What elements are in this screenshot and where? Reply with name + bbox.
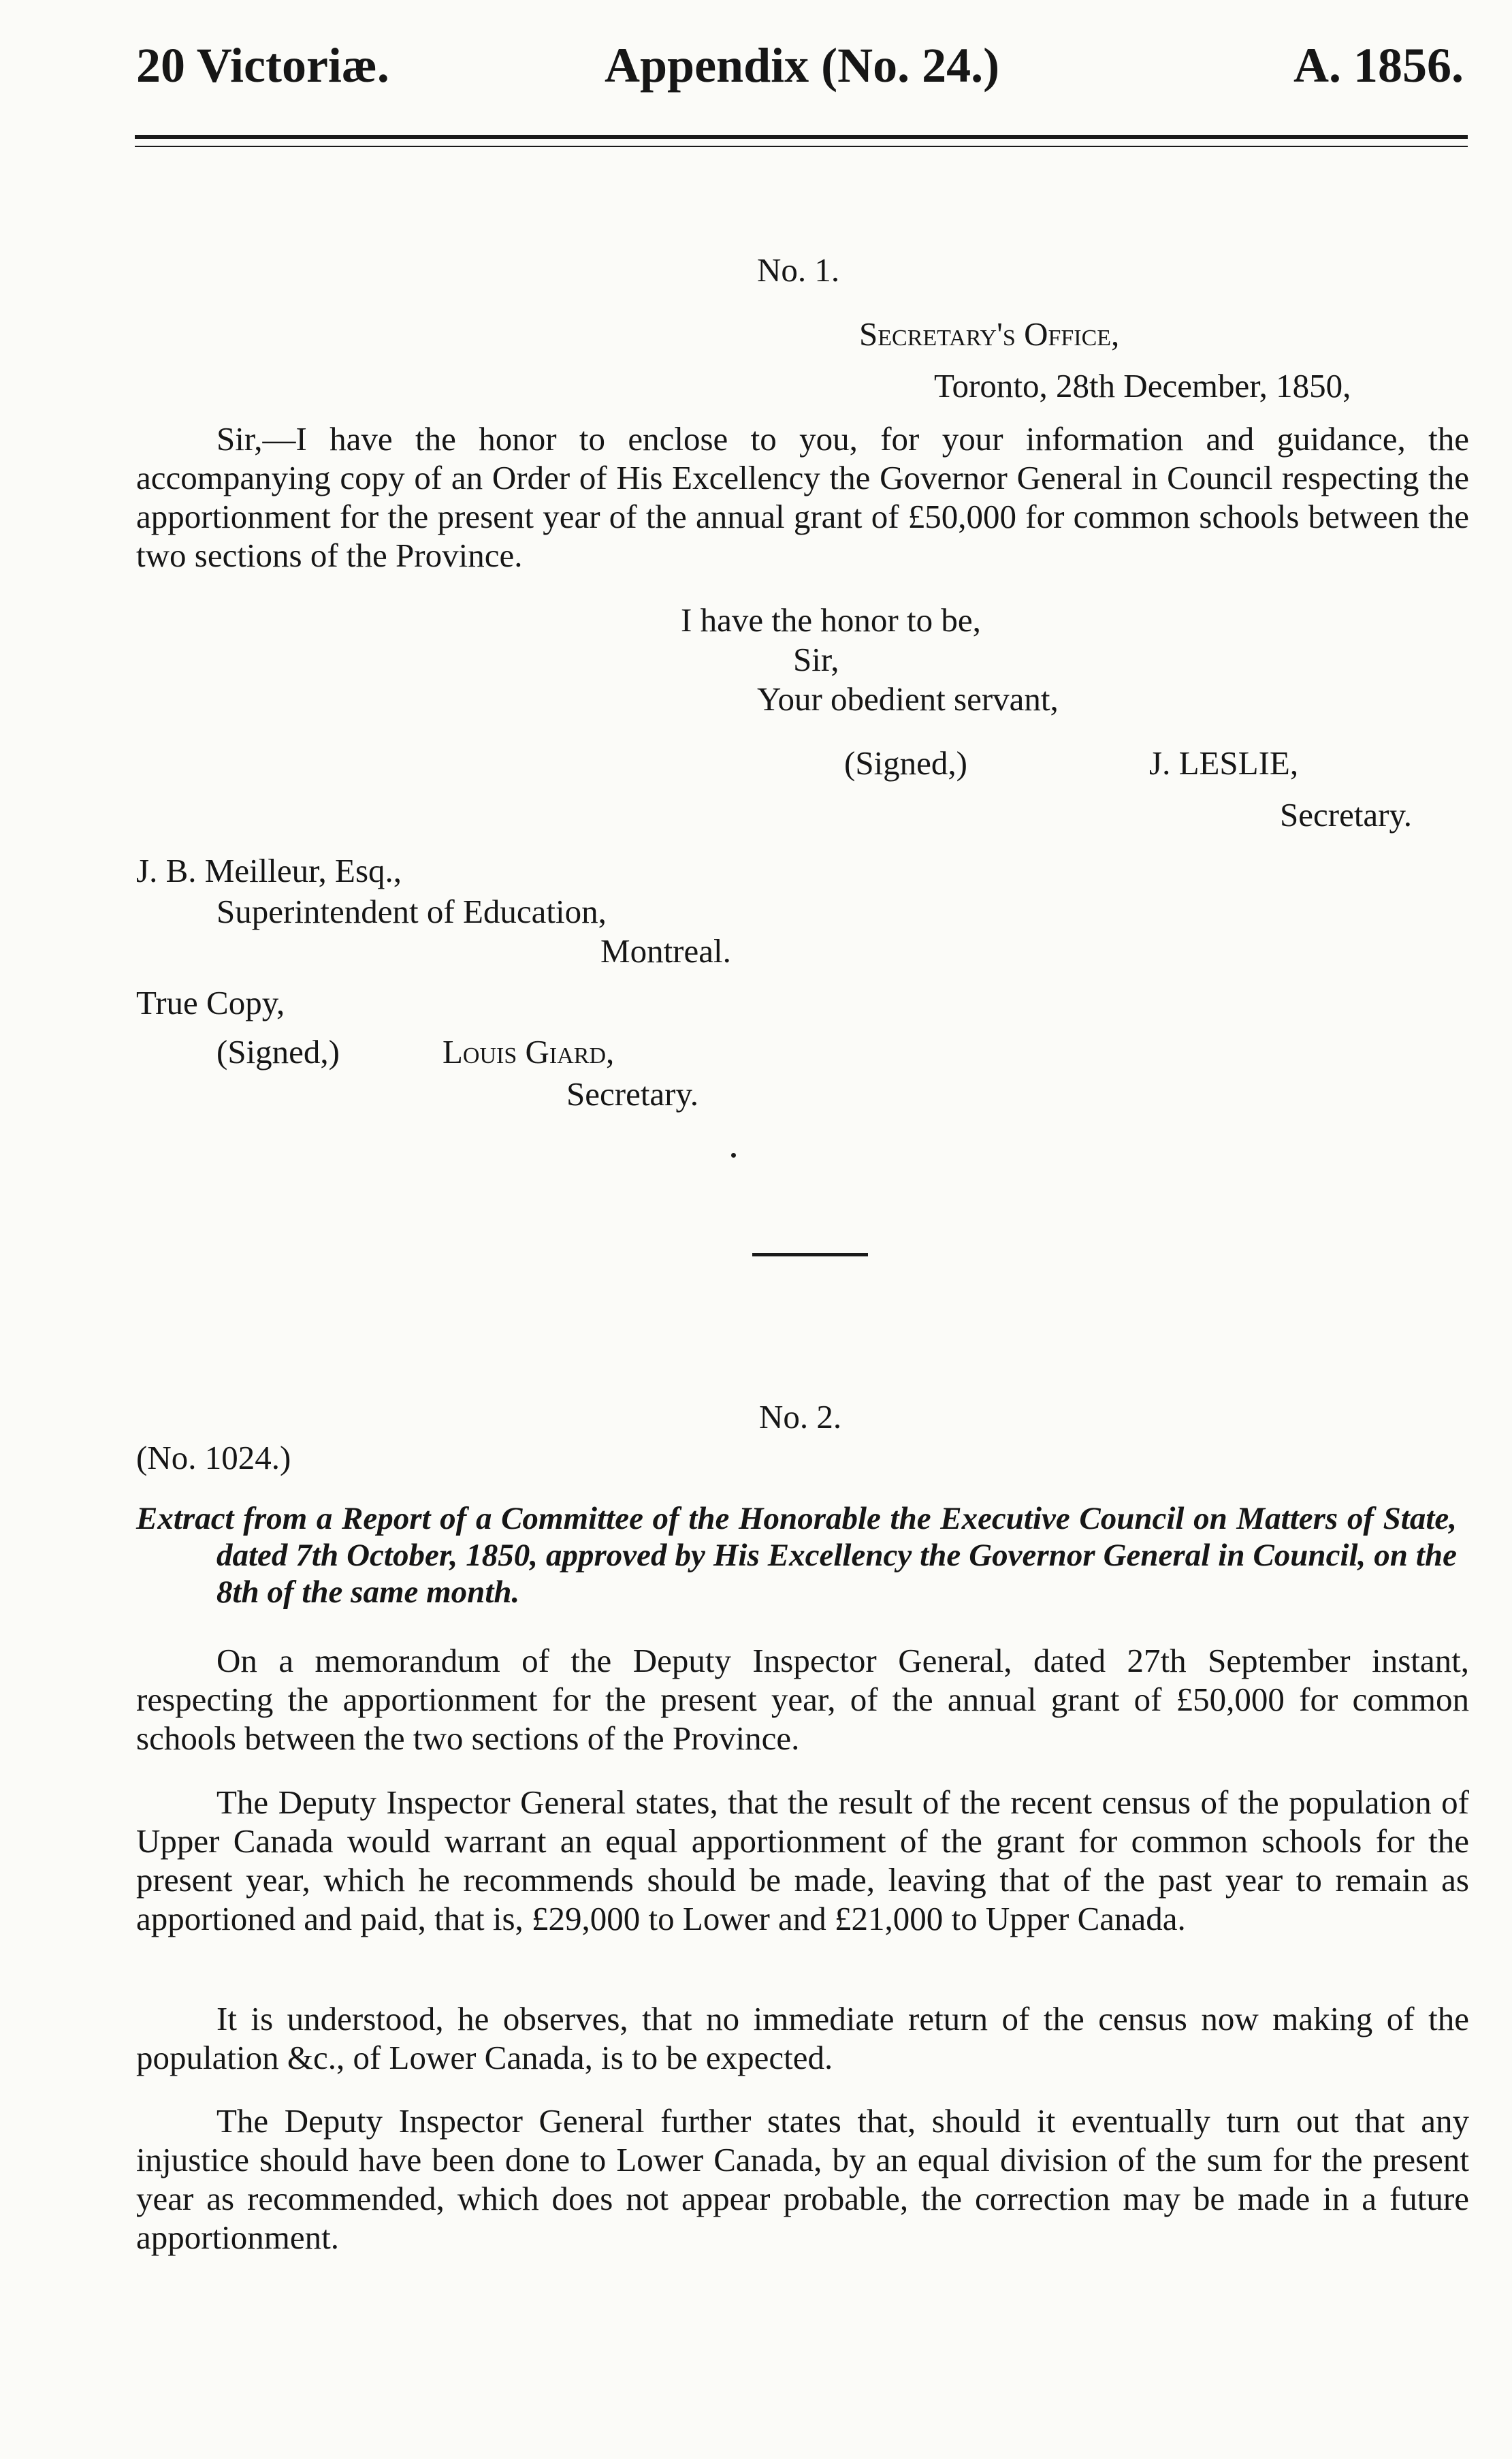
- extract-paragraph-1: On a memorandum of the Deputy Inspector General, dated 27th September instant, respecting the apportionment for the present year, of the annual grant of £50,000 for common schools between the two sections of the Province.: [136, 1642, 1469, 1757]
- letter1-office: Secretary's Office,: [859, 315, 1120, 353]
- letter1-place-date: Toronto, 28th December, 1850,: [934, 367, 1351, 404]
- letter1-body: Sir,—I have the honor to enclose to you, for your information and guidance, the accompanying copy of an Order of His Excellency the Governor General in Council respecting the apportionment for the present year of the annual grant of £50,000 for common schools between the two sections of the Province.: [136, 420, 1469, 574]
- section-separator: [752, 1253, 868, 1256]
- copy-signatory-title: Secretary.: [566, 1075, 699, 1113]
- addressee-name: J. B. Meilleur, Esq.,: [136, 852, 402, 889]
- header-appendix: Appendix (No. 24.): [605, 38, 1000, 93]
- extract-paragraph-2: The Deputy Inspector General states, that the result of the recent census of the population of Upper Canada would warrant an equal apportionment of the grant for common schools for the present year, which he recommends should be made, leaving that of the past year to remain as apportioned and paid, that is, £29,000 to Lower and £21,000 to Upper Canada.: [136, 1783, 1469, 1937]
- extract-paragraph-3: It is understood, he observes, that no immediate return of the census now making of the population &c., of Lower Canada, is to be expected.: [136, 2000, 1469, 2076]
- copy-signed: (Signed,): [216, 1033, 340, 1070]
- header-session: 20 Victoriæ.: [136, 38, 389, 93]
- letter1-signatory-title: Secretary.: [1280, 796, 1413, 834]
- stray-dot: [731, 1153, 736, 1158]
- addressee-place: Montreal.: [600, 932, 731, 970]
- header-rule-thick: [135, 135, 1468, 139]
- letter1-number: No. 1.: [757, 251, 840, 289]
- addressee-title: Superintendent of Education,: [216, 893, 607, 930]
- letter2-number: No. 2.: [759, 1398, 842, 1435]
- header-rule-thin: [135, 146, 1468, 147]
- letter1-closing-1: I have the honor to be,: [681, 601, 981, 639]
- letter2-ref: (No. 1024.): [136, 1439, 291, 1476]
- extract-paragraph-4: The Deputy Inspector General further states that, should it eventually turn out that any injustice should have been done to Lower Canada, by an equal division of the sum for the present year as recommended, which does not appear probable, the correction may be made in a future apportionment.: [136, 2102, 1469, 2256]
- true-copy: True Copy,: [136, 984, 285, 1021]
- letter1-signed: (Signed,): [844, 744, 967, 782]
- header-year: A. 1856.: [1293, 38, 1464, 93]
- letter1-closing-2: Sir,: [793, 641, 839, 678]
- letter1-signatory: J. LESLIE,: [1149, 744, 1299, 782]
- letter1-closing-3: Your obedient servant,: [757, 680, 1059, 718]
- extract-heading: Extract from a Report of a Committee of the Honorable the Executive Council on Matters of State, dated 7th October, 1850, approved by His Excellency the Governor General in Council, on the 8th of the same month.: [136, 1501, 1457, 1610]
- copy-signatory: Louis Giard,: [443, 1033, 615, 1070]
